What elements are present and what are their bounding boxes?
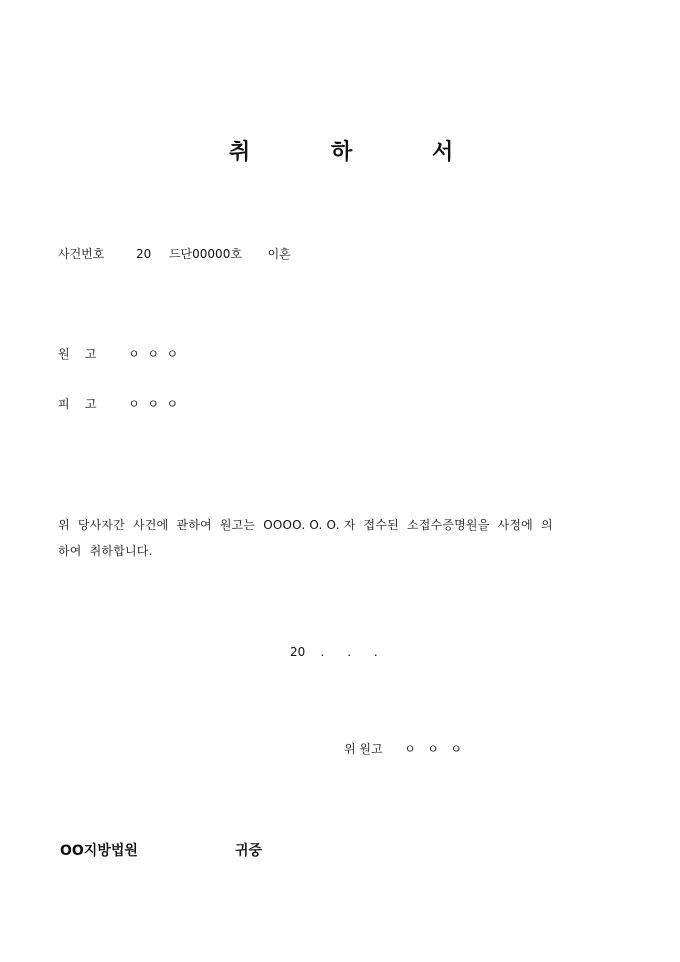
title-char-2: 하 bbox=[331, 139, 353, 165]
case-name: 이혼 bbox=[267, 247, 291, 261]
court-name: OO지방법원 bbox=[60, 843, 138, 859]
title-char-3: 서 bbox=[432, 139, 454, 165]
defendant-label: 피 고 bbox=[58, 397, 97, 411]
plaintiff-name: ㅇ ㅇ ㅇ bbox=[128, 347, 179, 361]
signer-label: 위 원고 bbox=[344, 742, 383, 756]
case-number-line bbox=[58, 246, 291, 262]
defendant-name: ㅇ ㅇ ㅇ bbox=[128, 397, 179, 411]
signer-line bbox=[344, 741, 462, 757]
case-year: 20 bbox=[136, 247, 152, 261]
body-line-1: 위 당사자간 사건에 관하여 원고는 OOOO. O. O. 자 접수된 소접수증명원을 사정에 의 bbox=[58, 518, 553, 532]
signer-name: ㅇ ㅇ ㅇ bbox=[404, 742, 462, 756]
date-line: 20 . . . bbox=[290, 645, 378, 659]
defendant-line bbox=[58, 396, 178, 412]
title-char-1: 취 bbox=[229, 139, 251, 165]
body-line-2: 하여 취하합니다. bbox=[58, 544, 153, 558]
case-label: 사건번호 bbox=[58, 247, 105, 261]
case-number: 드단00000호 bbox=[168, 247, 242, 261]
plaintiff-label: 원 고 bbox=[58, 347, 97, 361]
plaintiff-line bbox=[58, 346, 178, 362]
closing-honorific: 귀중 bbox=[235, 843, 263, 859]
